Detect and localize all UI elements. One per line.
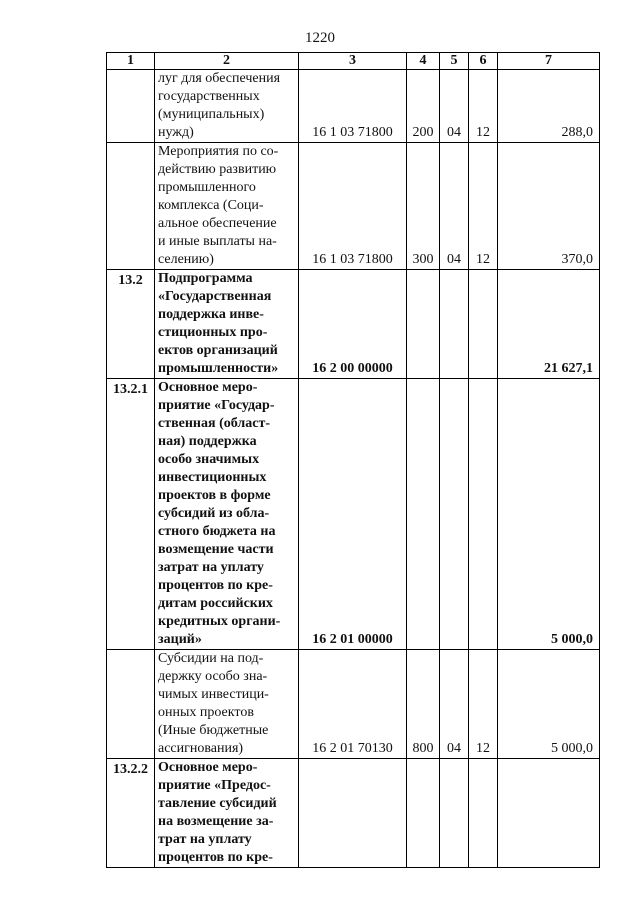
col6-cell bbox=[469, 379, 498, 650]
column-header: 4 bbox=[407, 53, 440, 70]
description-line: на возмещение за- bbox=[158, 814, 274, 829]
description-line: государственных bbox=[158, 89, 260, 104]
column-header: 5 bbox=[440, 53, 469, 70]
description-line: ассигнования) bbox=[158, 741, 244, 756]
description-line: поддержка инве- bbox=[158, 307, 264, 322]
description-line: Мероприятия по со- bbox=[158, 144, 279, 159]
description-line: приятие «Государ- bbox=[158, 398, 275, 413]
col5-cell: 04 bbox=[440, 650, 469, 759]
amount-cell: 370,0 bbox=[498, 143, 600, 270]
code-cell: 16 1 03 71800 bbox=[299, 70, 407, 143]
description-line: проектов в форме bbox=[158, 488, 271, 503]
description-cell bbox=[155, 379, 299, 650]
code-cell: 16 2 01 00000 bbox=[299, 379, 407, 650]
header-row bbox=[107, 53, 600, 70]
col4-cell: 300 bbox=[407, 143, 440, 270]
description-line: особо значимых bbox=[158, 452, 260, 467]
row-number-cell bbox=[107, 650, 155, 759]
col6-cell: 12 bbox=[469, 650, 498, 759]
description-line: Основное меро- bbox=[158, 380, 258, 395]
col6-cell: 12 bbox=[469, 143, 498, 270]
description-line: комплекса (Соци- bbox=[158, 198, 264, 213]
description-line: возмещение части bbox=[158, 542, 274, 557]
description-line: тавление субсидий bbox=[158, 796, 277, 811]
description-line: затрат на уплату bbox=[158, 560, 264, 575]
col4-cell bbox=[407, 379, 440, 650]
description-line: (Иные бюджетные bbox=[158, 723, 269, 738]
description-line: стиционных про- bbox=[158, 325, 268, 340]
col4-cell bbox=[407, 759, 440, 868]
row-number-cell bbox=[107, 70, 155, 143]
description-cell bbox=[155, 759, 299, 868]
column-header: 1 bbox=[107, 53, 155, 70]
description-cell bbox=[155, 143, 299, 270]
row-number-cell: 13.2 bbox=[107, 270, 155, 379]
description-line: Основное меро- bbox=[158, 760, 258, 775]
code-cell: 16 2 01 70130 bbox=[299, 650, 407, 759]
col5-cell: 04 bbox=[440, 143, 469, 270]
col5-cell bbox=[440, 379, 469, 650]
description-line: стного бюджета на bbox=[158, 524, 276, 539]
col6-cell bbox=[469, 759, 498, 868]
description-line: онных проектов bbox=[158, 705, 254, 720]
description-line: альное обеспечение bbox=[158, 216, 277, 231]
col4-cell: 200 bbox=[407, 70, 440, 143]
description-line: Субсидии на под- bbox=[158, 651, 264, 666]
description-line: «Государственная bbox=[158, 289, 272, 304]
table-row bbox=[107, 270, 600, 379]
amount-cell bbox=[498, 759, 600, 868]
description-line: инвестиционных bbox=[158, 470, 267, 485]
description-cell bbox=[155, 650, 299, 759]
page-number: 1220 bbox=[305, 30, 335, 46]
code-cell: 16 2 00 00000 bbox=[299, 270, 407, 379]
description-line: и иные выплаты на- bbox=[158, 234, 277, 249]
description-line: Подпрограмма bbox=[158, 271, 253, 286]
amount-cell: 5 000,0 bbox=[498, 379, 600, 650]
table-row bbox=[107, 70, 600, 143]
col4-cell bbox=[407, 270, 440, 379]
table-row bbox=[107, 143, 600, 270]
column-header: 3 bbox=[299, 53, 407, 70]
amount-cell: 5 000,0 bbox=[498, 650, 600, 759]
col4-cell: 800 bbox=[407, 650, 440, 759]
description-line: кредитных органи- bbox=[158, 614, 281, 629]
col6-cell: 12 bbox=[469, 70, 498, 143]
budget-table bbox=[106, 52, 600, 868]
description-line: ная) поддержка bbox=[158, 434, 257, 449]
col6-cell bbox=[469, 270, 498, 379]
description-line: ственная (област- bbox=[158, 416, 270, 431]
row-number-cell bbox=[107, 143, 155, 270]
amount-cell: 288,0 bbox=[498, 70, 600, 143]
description-line: заций» bbox=[158, 632, 202, 647]
amount-cell: 21 627,1 bbox=[498, 270, 600, 379]
table-row bbox=[107, 650, 600, 759]
code-cell: 16 1 03 71800 bbox=[299, 143, 407, 270]
table-row bbox=[107, 759, 600, 868]
description-line: процентов по кре- bbox=[158, 850, 273, 865]
description-line: чимых инвестици- bbox=[158, 687, 269, 702]
column-header: 7 bbox=[498, 53, 600, 70]
description-line: действию развитию bbox=[158, 162, 277, 177]
description-line: промышленного bbox=[158, 180, 256, 195]
description-line: держку особо зна- bbox=[158, 669, 268, 684]
description-cell bbox=[155, 270, 299, 379]
description-line: дитам российских bbox=[158, 596, 273, 611]
row-number-cell: 13.2.2 bbox=[107, 759, 155, 868]
description-line: ектов организаций bbox=[158, 343, 278, 358]
description-line: луг для обеспечения bbox=[158, 71, 281, 86]
description-line: субсидий из обла- bbox=[158, 506, 270, 521]
column-header: 6 bbox=[469, 53, 498, 70]
table-row bbox=[107, 379, 600, 650]
description-line: промышленности» bbox=[158, 361, 279, 376]
description-line: приятие «Предос- bbox=[158, 778, 271, 793]
col5-cell bbox=[440, 270, 469, 379]
row-number-cell: 13.2.1 bbox=[107, 379, 155, 650]
description-line: нужд) bbox=[158, 125, 194, 140]
code-cell bbox=[299, 759, 407, 868]
description-line: селению) bbox=[158, 252, 214, 267]
column-header: 2 bbox=[155, 53, 299, 70]
description-line: процентов по кре- bbox=[158, 578, 273, 593]
description-cell bbox=[155, 70, 299, 143]
col5-cell: 04 bbox=[440, 70, 469, 143]
description-line: (муниципальных) bbox=[158, 107, 265, 122]
description-line: трат на уплату bbox=[158, 832, 252, 847]
col5-cell bbox=[440, 759, 469, 868]
